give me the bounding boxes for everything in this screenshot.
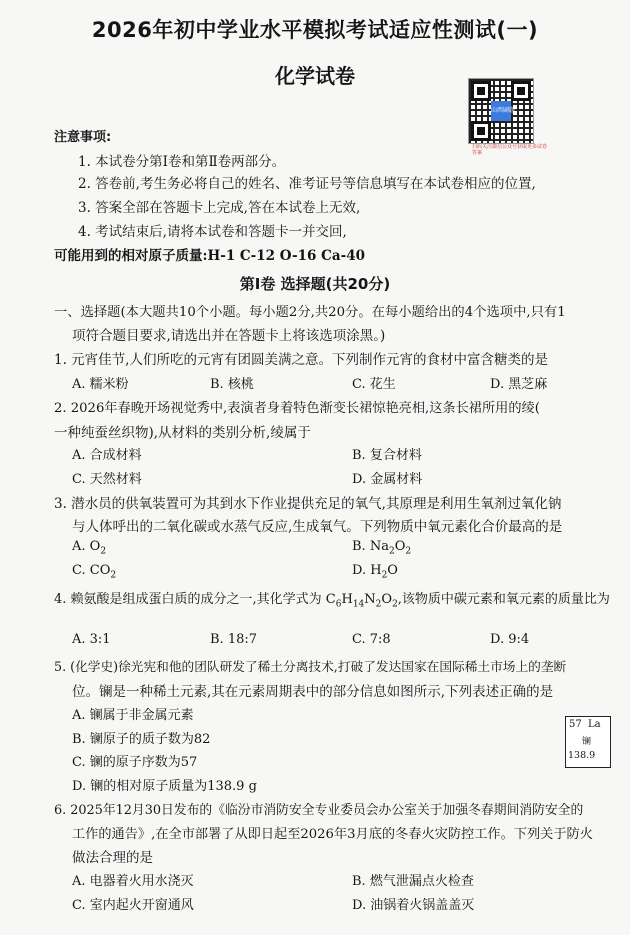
q4-option-a: A. 3:1 [72,632,111,647]
question-4-stem: 4. 赖氨酸是组成蛋白质的成分之一,其化学式为 $C_6H_{14}N_2O_2$,该物质中碳元素和氧元素的质量比为 [54,592,610,610]
q6-option-c: C. 室内起火开窗通风 [72,898,194,913]
q6-option-d: D. 油锅着火锅盖盖灭 [352,898,475,913]
qr-caption: 扫码关注微信公众号获取更多试卷答案 [472,144,548,156]
q6-option-a: A. 电器着火用水浇灭 [72,874,194,889]
element-symbol: La [588,719,601,730]
question-1-stem: 1. 元宵佳节,人们所吃的元宵有团圆美满之意。下列制作元宵的食材中富含糖类的是 [54,352,548,368]
q4-option-b: B. 18:7 [210,632,258,647]
exam-title: 2026年初中学业水平模拟考试适应性测试(一) [91,18,539,42]
element-name: 镧 [582,737,592,747]
qr-logo: 山西刷题 [491,101,511,121]
q3-option-b: B. $Na_2O_2$ [352,539,412,557]
q3-option-c: C. $CO_2$ [72,563,117,581]
section-title: 第Ⅰ卷 选择题(共20分) [239,275,391,293]
q1-option-a: A. 糯米粉 [72,377,129,392]
q6-option-b: B. 燃气泄漏点火检查 [352,874,474,889]
periodic-element-card [565,716,611,768]
q4-option-d: D. 9:4 [490,632,530,647]
question-2-stem-1: 2. 2026年春晚开场视觉秀中,表演者身着特色渐变长裙惊艳亮相,这条长裙所用的绫( [54,401,540,416]
question-6-stem-3: 做法合理的是 [72,850,153,866]
q3-option-d: D. $H_2O$ [352,563,398,581]
q4-option-c: C. 7:8 [352,632,391,647]
notice-heading: 注意事项: [54,130,112,145]
q2-option-c: C. 天然材料 [72,472,142,487]
atomic-mass: 138.9 [568,750,596,761]
question-2-stem-2: 一种纯蚕丝织物),从材料的类别分析,绫属于 [54,425,311,441]
notice-item: 1. 本试卷分第Ⅰ卷和第Ⅱ卷两部分。 [78,154,286,170]
q2-option-a: A. 合成材料 [72,448,142,463]
notice-item: 3. 答案全部在答题卡上完成,答在本试卷上无效, [78,200,361,216]
q1-option-d: D. 黑芝麻 [490,377,548,392]
q2-option-d: D. 金属材料 [352,472,423,487]
qr-code [468,78,534,144]
question-6-stem-1: 6. 2025年12月30日发布的《临汾市消防安全专业委员会办公室关于加强冬春期间消防安全的 [54,803,584,818]
notice-item: 2. 答卷前,考生务必将自己的姓名、准考证号等信息填写在本试卷相应的位置, [78,176,536,192]
q1-option-b: B. 核桃 [210,377,254,392]
question-6-stem-2: 工作的通告》,在全市部署了从即日起至2026年3月底的冬春火灾防控工作。下列关于防火 [72,827,593,842]
intro-line-2: 项符合题目要求,请选出并在答题卡上将该选项涂黑。) [72,328,386,344]
question-3-stem-1: 3. 潜水员的供氧装置可为其到水下作业提供充足的氧气,其原理是利用生氧剂过氧化钠 [54,496,562,512]
q2-option-b: B. 复合材料 [352,448,422,463]
intro-line-1: 一、选择题(本大题共10个小题。每小题2分,共20分。在每小题给出的4个选项中,只有1 [54,305,566,320]
q5-option-d: D. 镧的相对原子质量为138.9 g [72,779,257,794]
notice-item: 4. 考试结束后,请将本试卷和答题卡一并交回, [78,224,347,240]
exam-subtitle: 化学试卷 [275,64,355,88]
q1-option-c: C. 花生 [352,377,396,392]
question-5-stem-1: 5. (化学史)徐光宪和他的团队研发了稀土分离技术,打破了发达国家在国际稀土市场上的垄断 [54,659,567,674]
q5-option-a: A. 镧属于非金属元素 [72,708,194,723]
q3-option-a: A. $O_2$ [72,539,107,557]
atomic-number: 57 [569,719,582,730]
q5-option-c: C. 镧的原子序数为57 [72,755,198,770]
q5-option-b: B. 镧原子的质子数为82 [72,732,211,747]
question-3-stem-2: 与人体呼出的二氧化碳或水蒸气反应,生成氧气。下列物质中氧元素化合价最高的是 [72,519,563,535]
question-5-stem-2: 位。镧是一种稀土元素,其在元素周期表中的部分信息如图所示,下列表述正确的是 [72,684,554,700]
atomic-masses: 可能用到的相对原子质量:H-1 C-12 O-16 Ca-40 [54,248,365,264]
